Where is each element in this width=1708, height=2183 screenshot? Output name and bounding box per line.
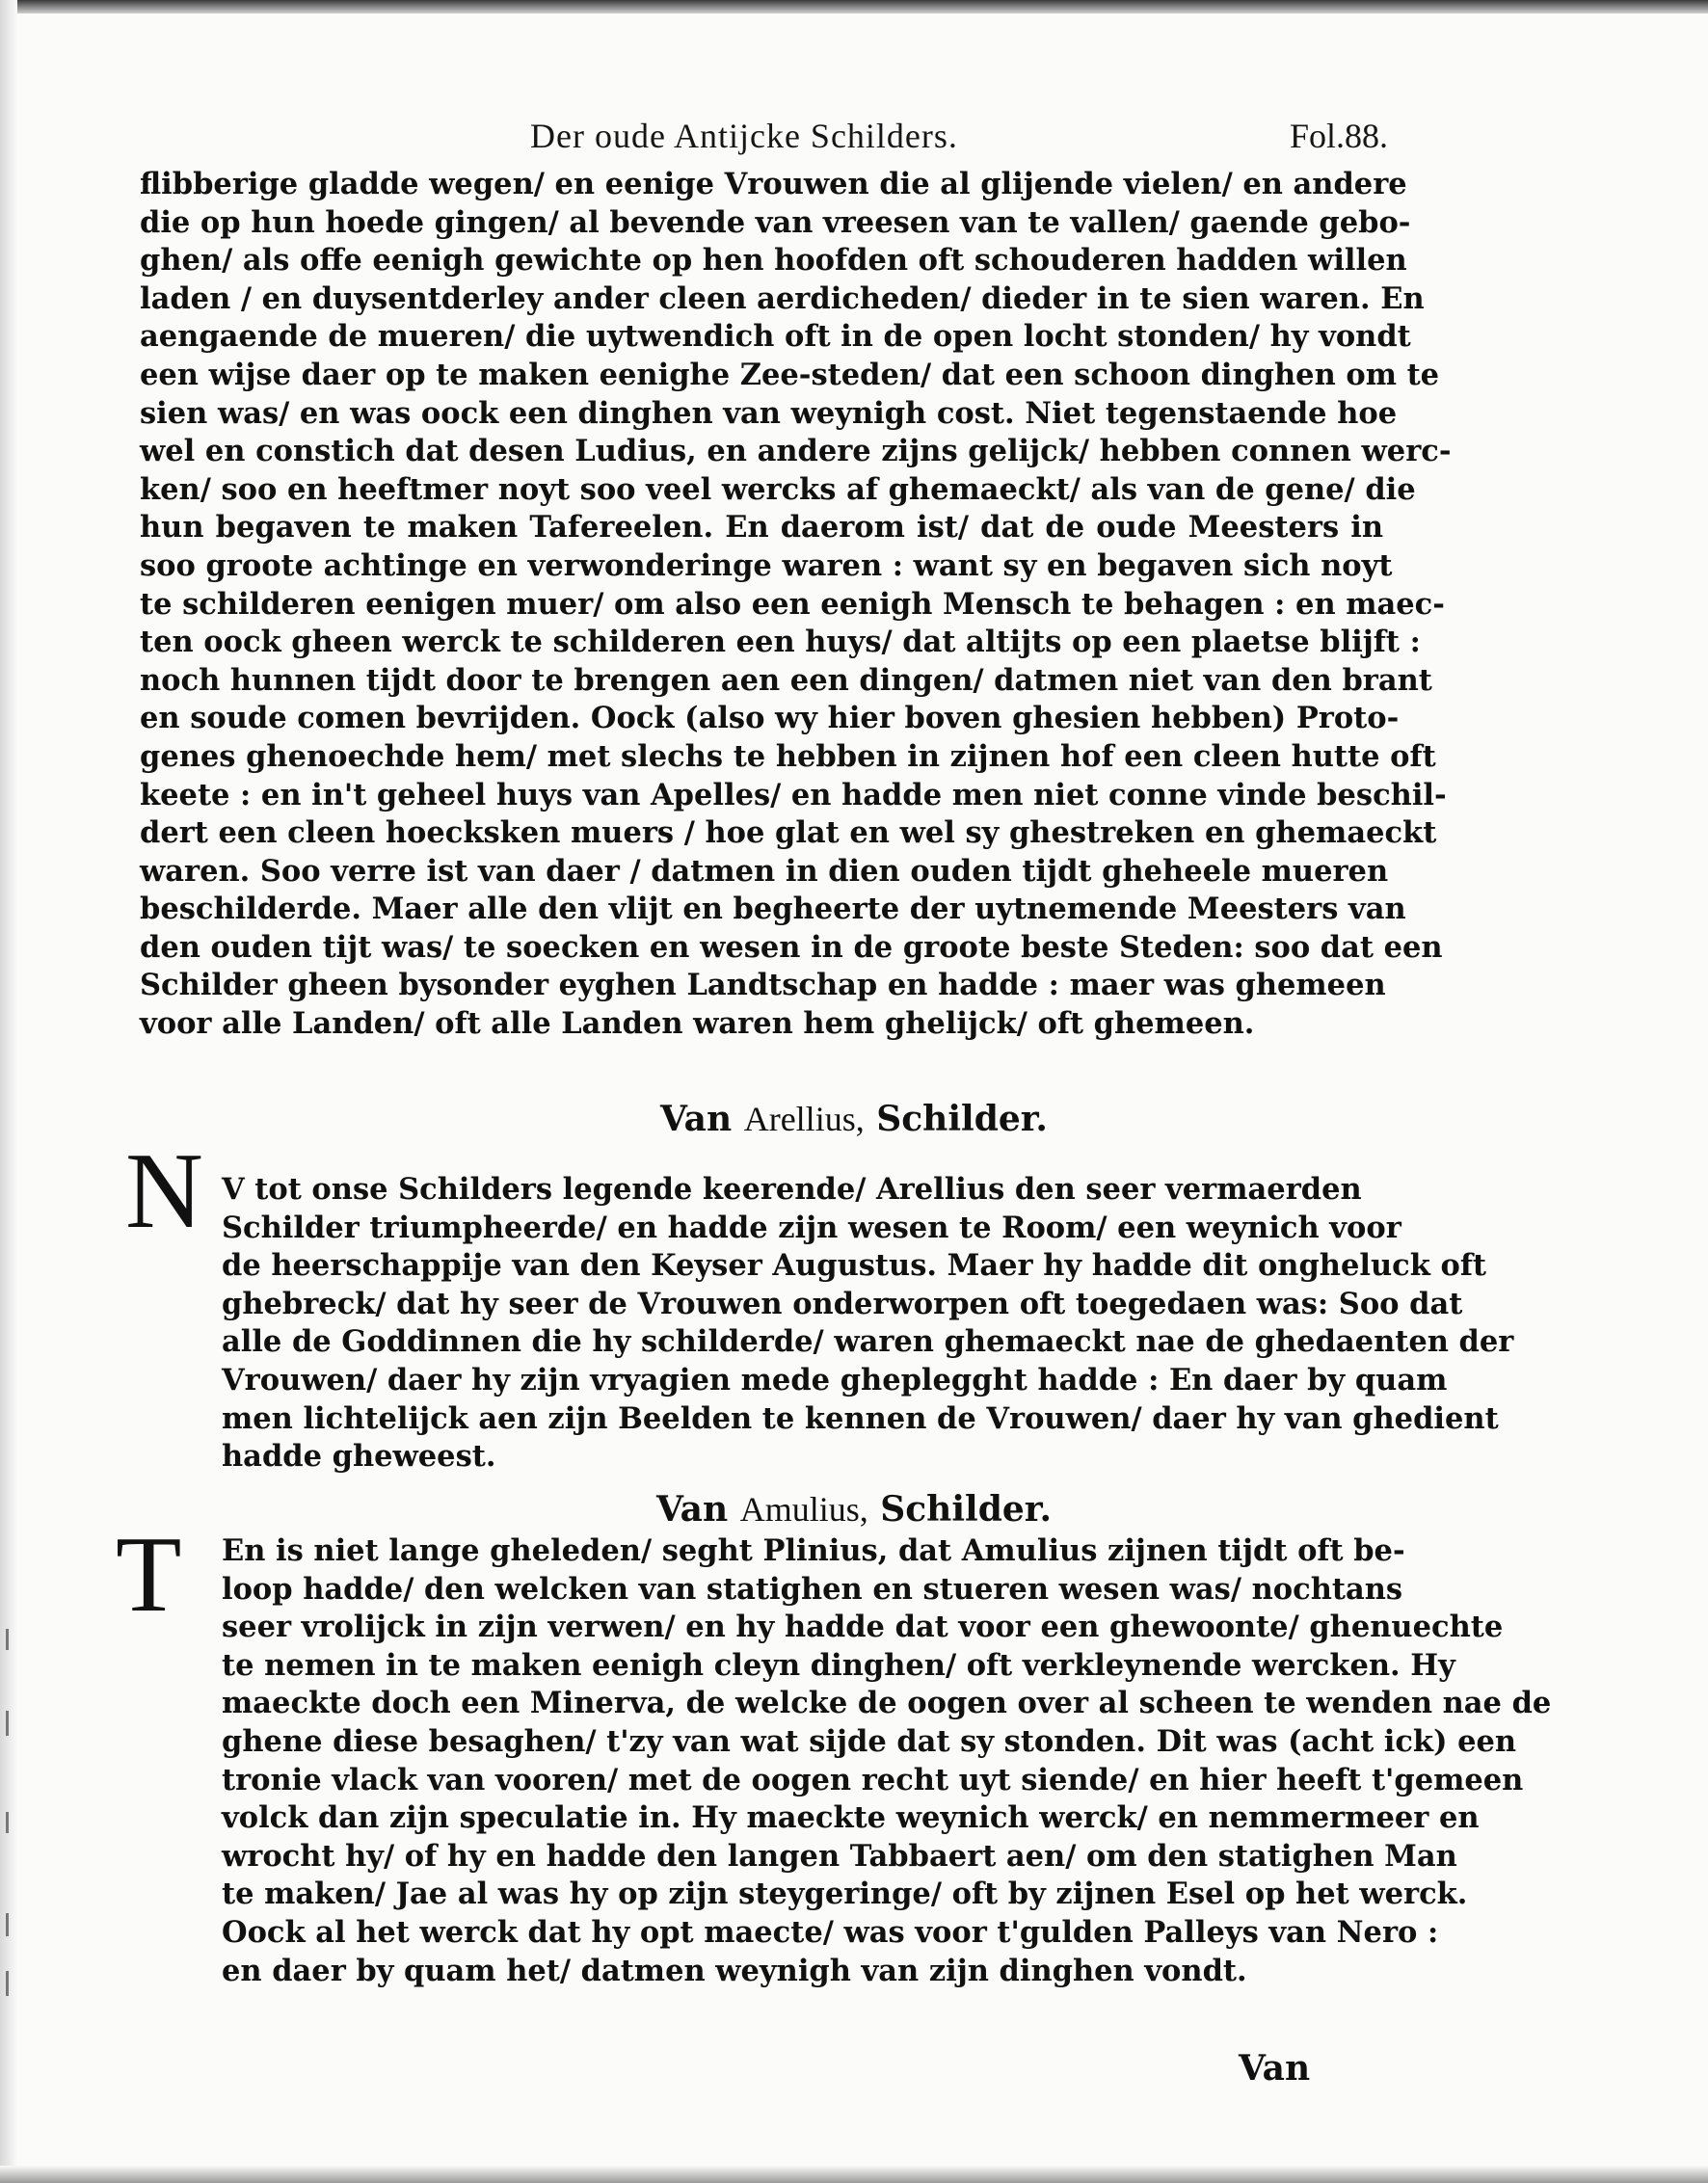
paragraph-arellius [222,1171,1514,1477]
text-line: aengaende de mueren/ die uytwendich oft in de open locht stonden/ hy vondt [140,319,1411,355]
margin-mark [6,1711,9,1736]
text-line: soo groote achtinge en verwonderinge waren : want sy en begaven sich noyt [140,547,1393,583]
text-line: hun begaven te maken Tafereelen. En daerom ist/ dat de oude Meesters in [140,510,1383,546]
text-line: genes ghenoechde hem/ met slechs te hebben in zijnen hof een cleen hutte oft [140,738,1436,774]
section-title-arellius [0,1099,1708,1139]
text-line: de heerschappije van den Keyser Augustus. Maer hy hadde dit ongheluck oft [222,1248,1487,1284]
catchword: Van [1239,2048,1311,2089]
text-line: V tot onse Schilders legende keerende/ Arellius den seer vermaerden [222,1172,1362,1207]
text-line: seer vrolijck in zijn verwen/ en hy hadde dat voor een ghewoonte/ ghenuechte [222,1610,1504,1645]
text-line: ten oock gheen werck te schilderen een huys/ dat altijts op een plaetse blijft : [140,625,1421,660]
text-line: Oock al het werck dat hy opt maecte/ was voor t'gulden Palleys van Nero : [222,1914,1439,1950]
text-line: Schilder gheen bysonder eyghen Landtschap en hadde : maer was ghemeen [140,968,1386,1003]
text-line: keete : en in't geheel huys van Apelles/ en hadde men niet conne vinde beschil- [140,777,1447,812]
title-prefix: Van [656,1489,729,1530]
dropcap-t: T [116,1515,182,1635]
text-line: waren. Soo verre ist van daer / datmen in dien ouden tijdt gheheele mueren [140,853,1389,889]
text-line: ken/ soo en heeftmer noyt soo veel wercks af ghemaeckt/ als van de gene/ die [140,471,1416,507]
page-header [145,116,1388,164]
page-bottom-edge [0,2166,1708,2183]
text-line: alle de Goddinnen die hy schilderde/ waren ghemaeckt nae de ghedaenten der [222,1324,1514,1360]
page-top-edge [0,0,1708,13]
text-line: te schilderen eenigen muer/ om also een eenigh Mensch te behagen : en maec- [140,586,1445,622]
section-title-amulius [0,1489,1708,1530]
text-line: dert een cleen hoecksken muers / hoe glat en wel sy ghestreken en ghemaeckt [140,815,1437,851]
text-line: Schilder triumpheerde/ en hadde zijn wesen te Room/ een weynich voor [222,1210,1401,1245]
title-name: Amulius, [739,1490,868,1529]
paragraph-amulius [222,1532,1552,1990]
title-name: Arellius, [743,1100,865,1138]
text-line: hadde gheweest. [222,1439,496,1475]
paragraph-1 [140,166,1452,1044]
text-line: een wijse daer op te maken eenighe Zee-steden/ dat een schoon dinghen om te [140,357,1440,392]
page-gutter-shadow [0,0,17,2183]
text-line: laden / en duysentderley ander cleen aerdicheden/ dieder in te sien waren. En [140,280,1425,316]
text-line: men lichtelijck aen zijn Beelden te kennen de Vrouwen/ daer hy van ghedient [222,1400,1499,1436]
text-line: die op hun hoede gingen/ al bevende van vreesen van te vallen/ gaende gebo- [140,204,1411,240]
margin-mark [6,1913,9,1936]
title-prefix: Van [660,1099,733,1139]
text-line: tronie vlack van vooren/ met de oogen recht uyt siende/ en hier heeft t'gemeen [222,1762,1524,1797]
text-line: En is niet lange gheleden/ seght Plinius, dat Amulius zijnen tijdt oft be- [222,1533,1405,1568]
text-line: te nemen in te maken eenigh cleyn dinghen/ oft verkleynende wercken. Hy [222,1647,1455,1683]
text-line: loop hadde/ den welcken van statighen en stueren wesen was/ nochtans [222,1571,1403,1607]
text-line: voor alle Landen/ oft alle Landen waren hem ghelijck/ oft ghemeen. [140,1006,1255,1042]
text-line: beschilderde. Maer alle den vlijt en begheerte der uytnemende Meesters van [140,892,1406,927]
running-title: Der oude Antijcke Schilders. [530,117,958,155]
margin-mark [6,1812,9,1833]
text-line: sien was/ en was oock een dinghen van weynigh cost. Niet tegenstaende hoe [140,395,1398,431]
text-line: wrocht hy/ of hy en hadde den langen Tabbaert aen/ om den statighen Man [222,1838,1457,1874]
text-line: ghene diese besaghen/ t'zy van wat sijde dat sy stonden. Dit was (acht ick) een [222,1723,1517,1759]
text-line: den ouden tijt was/ te soecken en wesen in de groote beste Steden: soo dat een [140,929,1443,965]
folio-number: Fol.88. [1289,117,1388,155]
text-line: en daer by quam het/ datmen weynigh van zijn dinghen vondt. [222,1953,1247,1988]
margin-mark [6,1629,9,1650]
text-line: volck dan zijn speculatie in. Hy maeckte weynich werck/ en nemmermeer en [222,1800,1480,1836]
text-line: te maken/ Jae al was hy op zijn steygeringe/ oft by zijnen Esel op het werck. [222,1877,1468,1912]
text-line: flibberige gladde wegen/ en eenige Vrouwen die al glijende vielen/ en andere [140,167,1407,201]
dropcap-n: N [125,1131,203,1251]
text-line: ghebreck/ dat hy seer de Vrouwen onderworpen oft toegedaen was: Soo dat [222,1286,1463,1321]
title-suffix: Schilder. [876,1099,1048,1139]
text-line: wel en constich dat desen Ludius, en andere zijns gelijck/ hebben connen werc- [140,434,1452,469]
title-suffix: Schilder. [880,1489,1052,1530]
text-line: Vrouwen/ daer hy zijn vryagien mede gheplegght hadde : En daer by quam [222,1362,1448,1398]
text-line: en soude comen bevrijden. Oock (also wy hier boven ghesien hebben) Proto- [140,701,1400,736]
text-line: ghen/ als offe eenigh gewichte op hen hoofden oft schouderen hadden willen [140,243,1407,279]
text-line: maeckte doch een Minerva, de welcke de oogen over al scheen te wenden nae de [222,1686,1552,1721]
margin-mark [6,1971,9,1996]
text-line: noch hunnen tijdt door te brengen aen een dingen/ datmen niet van den brant [140,662,1432,698]
